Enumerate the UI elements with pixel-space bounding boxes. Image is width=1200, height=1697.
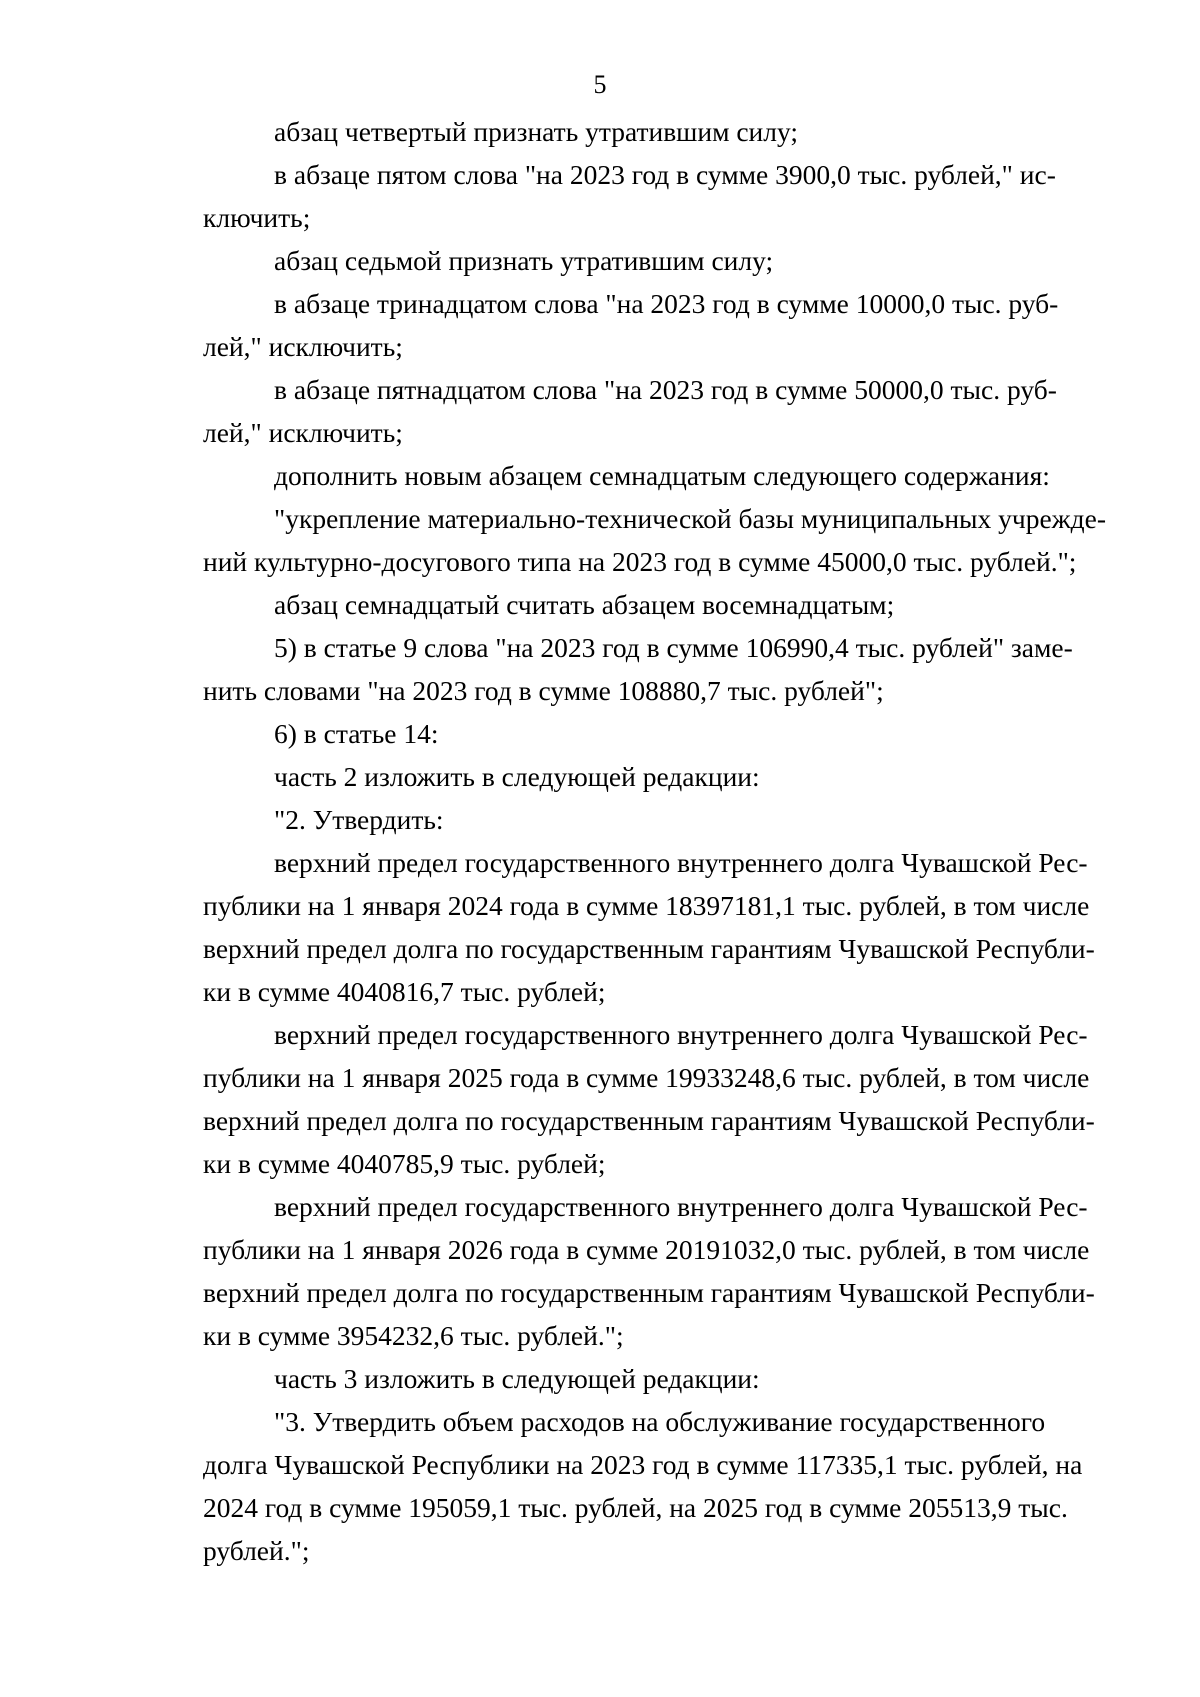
document-body — [203, 110, 1121, 1572]
paragraph: абзац семнадцатый считать абзацем восемнадцатым; — [274, 589, 895, 620]
paragraph: в абзаце тринадцатом слова "на 2023 год в сумме 10000,0 тыс. руб- лей," исключить; — [203, 288, 1059, 362]
paragraph: 5) в статье 9 слова "на 2023 год в сумме 106990,4 тыс. рублей" заме- нить словами "на 2023 год в сумме 108880,7 тыс. рублей"; — [203, 632, 1073, 706]
paragraph: 6) в статье 14: — [274, 718, 439, 749]
paragraph: часть 3 изложить в следующей редакции: — [274, 1363, 760, 1394]
paragraph: верхний предел государственного внутреннего долга Чувашской Рес- публики на 1 января 2025 года в сумме 19933248,6 тыс. рублей, в том числе верхний предел долга по государственным гарантиям Чувашской Республи- ки в сумме 4040785,9 тыс. рублей; — [203, 1019, 1095, 1179]
paragraph: "укрепление материально-технической базы муниципальных учрежде- ний культурно-досугового типа на 2023 год в сумме 45000,0 тыс. рублей."; — [203, 503, 1107, 577]
paragraph: в абзаце пятом слова "на 2023 год в сумме 3900,0 тыс. рублей," ис- ключить; — [203, 159, 1056, 233]
page-number: 5 — [593, 70, 607, 99]
paragraph: абзац седьмой признать утратившим силу; — [274, 245, 774, 276]
paragraph: дополнить новым абзацем семнадцатым следующего содержания: — [274, 460, 1050, 491]
paragraph: абзац четвертый признать утратившим силу; — [274, 116, 799, 147]
paragraph: верхний предел государственного внутреннего долга Чувашской Рес- публики на 1 января 2024 года в сумме 18397181,1 тыс. рублей, в том числе верхний предел долга по государственным гарантиям Чувашской Республи- ки в сумме 4040816,7 тыс. рублей; — [203, 847, 1095, 1007]
paragraph: "2. Утвердить: — [274, 804, 444, 835]
paragraph: в абзаце пятнадцатом слова "на 2023 год в сумме 50000,0 тыс. руб- лей," исключить; — [203, 374, 1057, 448]
paragraph: часть 2 изложить в следующей редакции: — [274, 761, 760, 792]
paragraph: верхний предел государственного внутреннего долга Чувашской Рес- публики на 1 января 2026 года в сумме 20191032,0 тыс. рублей, в том числе верхний предел долга по государственным гарантиям Чувашской Республи- ки в сумме 3954232,6 тыс. рублей."; — [203, 1191, 1095, 1351]
paragraph: "3. Утвердить объем расходов на обслуживание государственного долга Чувашской Республики на 2023 год в сумме 117335,1 тыс. рублей, на 2024 год в сумме 195059,1 тыс. рублей, на 2025 год в сумме 205513,9 тыс. рублей."; — [203, 1406, 1083, 1566]
